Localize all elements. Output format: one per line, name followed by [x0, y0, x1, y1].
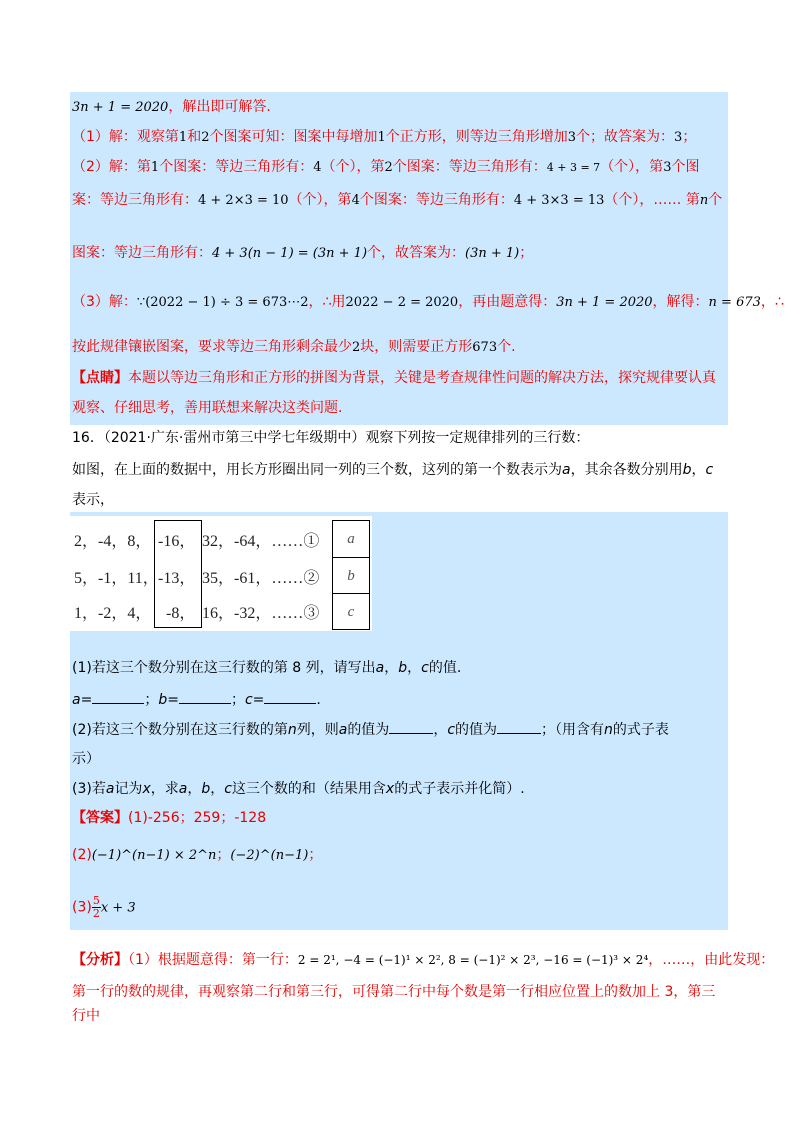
variable-a: a	[347, 530, 355, 547]
variable: c	[224, 781, 232, 797]
answer-part-3	[72, 895, 136, 920]
text: （个），第	[600, 159, 664, 175]
number: 1	[377, 130, 386, 145]
solution-part-2-line-3	[72, 243, 533, 264]
variable-b: b	[333, 557, 369, 594]
text: （2）解：第	[72, 159, 151, 175]
variable: a	[178, 781, 188, 797]
text: ；	[216, 847, 231, 863]
text: 按此规律镶嵌图案，要求等边三角形剩余最少	[72, 339, 352, 355]
text: ，	[187, 781, 202, 797]
text: 的值为	[455, 722, 498, 738]
text: =	[80, 692, 93, 708]
text: =	[167, 692, 179, 708]
text: 本题以等边三角形和正方形的拼图为背景，关键是考查规律性问题的解决方法，探究规律要认真	[128, 370, 716, 386]
equation: x + 3	[100, 900, 136, 916]
part-1-question	[72, 658, 461, 678]
equation: 4 + 3(n − 1) = (3n + 1)	[212, 246, 368, 261]
comment-line-2	[72, 398, 342, 418]
row-3-left: 1，-2，4，	[74, 605, 152, 622]
number: 2	[201, 130, 210, 145]
text: ；	[519, 245, 534, 261]
text: 的式子表	[612, 722, 669, 738]
equation: (−1)^(n−1) × 2^n	[91, 848, 217, 863]
variable: b	[398, 660, 408, 676]
analysis-line-3	[72, 1006, 100, 1026]
equation: (−2)^(n−1)	[230, 848, 309, 863]
text: ，	[407, 660, 422, 676]
solution-part-2-line-2	[72, 190, 722, 211]
text: 列，则	[296, 722, 339, 738]
variable-c: c	[333, 593, 369, 630]
number-pattern-figure	[70, 516, 372, 631]
equation: (3n + 1)	[465, 246, 520, 261]
row-3-right: 16，-32，……③	[202, 605, 320, 622]
text: 个	[708, 192, 723, 208]
text: ，	[691, 462, 706, 478]
number: 4	[313, 160, 322, 175]
row-2-right: 35，-61，……②	[202, 570, 320, 587]
variable: a	[105, 781, 115, 797]
solution-part-1	[72, 127, 696, 148]
solution-part-2-line-1	[72, 157, 699, 178]
text: 观察、仔细思考，善用联想来解决这类问题.	[72, 400, 343, 416]
text: ，……，由此发现：	[648, 952, 775, 968]
text: (2)	[72, 847, 92, 863]
fraction	[92, 895, 101, 920]
text: （个），第	[288, 192, 352, 208]
row-3-boxed: -8，	[166, 605, 196, 622]
text: 案：等边三角形有：	[72, 192, 198, 208]
text: (3)若	[72, 781, 106, 797]
text: (2)若这三个数分别在这三行数的第	[72, 722, 288, 738]
equation: 2022 − 2 = 2020	[345, 295, 459, 310]
row-1-right: 32，-64，……①	[202, 533, 320, 550]
text: 第一行的数的规律，再观察第二行和第三行，可得第二行中每个数是第一行相应位置上的数加上 3，第三	[72, 984, 716, 1000]
blank-a-expr[interactable]	[389, 719, 433, 734]
equation: 4 + 3×3 = 13	[513, 193, 605, 208]
blank-b[interactable]	[179, 689, 231, 704]
text: (3)	[72, 899, 92, 916]
row-1-left: 2，-4，8，	[74, 533, 152, 550]
text: =	[252, 692, 265, 708]
comment-tag: 【点睛】	[72, 370, 128, 386]
variable: n	[287, 722, 297, 738]
text: 的值为	[347, 722, 390, 738]
text: .	[316, 692, 321, 708]
number: 4	[351, 193, 360, 208]
text: ；	[144, 692, 159, 708]
text: 个图案：等边三角形有：	[359, 192, 514, 208]
text: 个，故答案为：	[367, 245, 466, 261]
variable: x	[385, 781, 395, 797]
text: 示）	[72, 751, 100, 767]
variable: a	[338, 722, 348, 738]
numerator: 5	[92, 894, 100, 907]
text: ，∴用	[308, 294, 346, 310]
text: ；	[682, 129, 697, 145]
text: 个图案：等边三角形有：	[392, 159, 547, 175]
equation: ∵(2022 − 1) ÷ 3 = 673⋯2	[136, 295, 309, 310]
equation: 3n + 1 = 2020	[556, 295, 653, 310]
text: 16．（2021·广东·雷州市第三中学七年级期中）观察下列按一定规律排列的三行数：	[72, 430, 590, 446]
number: 1	[178, 130, 188, 145]
solution-part-3-line-2	[72, 337, 516, 358]
text: ，解得：	[652, 294, 709, 310]
number: 3	[567, 130, 577, 145]
text: （个），…… 第	[604, 192, 700, 208]
answer-part-1	[72, 808, 266, 828]
text: 表示，	[72, 492, 114, 508]
text: 个图案可知：图案中每增加	[209, 129, 378, 145]
analysis-line-2	[72, 982, 715, 1002]
text: ；（用含有	[541, 722, 605, 738]
variable: c	[447, 722, 456, 738]
equation: 3n + 1 = 2020	[72, 100, 169, 115]
text: ；	[308, 847, 323, 863]
comment-line-1	[72, 368, 716, 388]
equation: 4 + 2×3 = 10	[198, 193, 289, 208]
blank-c[interactable]	[264, 689, 316, 704]
text: 的值.	[428, 660, 462, 676]
row-1-boxed: -16，	[158, 533, 196, 550]
blank-a[interactable]	[92, 689, 144, 704]
variable: a	[72, 692, 81, 708]
text: （1）解：观察第	[72, 129, 179, 145]
analysis-tag: 【分析】	[72, 952, 128, 968]
analysis-line-1	[72, 950, 774, 970]
text: 如图，在上面的数据中，用长方形圈出同一列的三个数，这列的第一个数表示为	[72, 462, 562, 478]
variable-box	[332, 520, 370, 630]
blank-c-expr[interactable]	[497, 719, 541, 734]
variable: c	[244, 692, 253, 708]
text: 的式子表示并化简）.	[394, 781, 525, 797]
question-16-line-3	[72, 490, 114, 510]
text: 个正方形，则等边三角形增加	[385, 129, 568, 145]
variable: n	[699, 193, 709, 208]
text: ，∴	[760, 294, 784, 310]
part-3-question	[72, 779, 525, 799]
number: 3	[663, 160, 672, 175]
number: 2	[352, 340, 361, 355]
answer-tag: 【答案】	[72, 810, 128, 826]
part-1-blanks	[72, 689, 321, 710]
number: 1	[150, 160, 160, 175]
text: 图案：等边三角形有：	[72, 245, 212, 261]
variable: b	[201, 781, 211, 797]
denominator: 2	[92, 907, 100, 920]
variable: x	[142, 781, 151, 797]
text: ，解出即可解答.	[168, 99, 271, 115]
text: 和	[187, 129, 202, 145]
row-2-left: 5，-1，11，	[74, 570, 159, 587]
text: 行中	[72, 1008, 100, 1024]
solution-line-1	[72, 97, 271, 118]
variable: b	[682, 462, 692, 478]
number: 673	[472, 340, 498, 355]
text: （3）解：	[72, 294, 137, 310]
text: ，再由题意得：	[458, 294, 557, 310]
text: 个图案：等边三角形有：	[159, 159, 314, 175]
part-2-question	[72, 719, 669, 740]
text: 个图	[671, 159, 700, 175]
text: 这三个数的和（结果用含	[231, 781, 386, 797]
part-2-question-cont	[72, 749, 100, 769]
text: ，	[210, 781, 225, 797]
question-16-title	[72, 428, 589, 448]
row-2-boxed: -13，	[158, 570, 196, 587]
number: 2	[384, 160, 393, 175]
answer-part-2	[72, 845, 322, 866]
variable: b	[158, 692, 168, 708]
text: ，	[433, 722, 448, 738]
text: ；	[230, 692, 245, 708]
text: ，	[384, 660, 399, 676]
text: ，其余各数分别用	[570, 462, 683, 478]
text: 个；故答案为：	[576, 129, 675, 145]
text: （1）根据题意得：第一行：	[128, 952, 298, 968]
variable: a	[375, 660, 385, 676]
text: (1)-256；259；-128	[128, 810, 267, 826]
variable: a	[562, 462, 571, 478]
text: 块，则需要正方形	[360, 339, 473, 355]
variable: c	[421, 660, 429, 676]
text: ，求	[150, 781, 179, 797]
equation: n = 673	[708, 295, 761, 310]
text: 记为	[114, 781, 143, 797]
number: 3	[674, 130, 683, 145]
text: 个.	[497, 339, 516, 355]
variable: n	[604, 722, 613, 738]
text: （个），第	[321, 159, 385, 175]
question-16-line-2	[72, 460, 713, 480]
text: (1)若这三个数分别在这三行数的第 8 列，请写出	[72, 660, 376, 676]
equation: 4 + 3 = 7	[546, 161, 601, 174]
solution-part-3-line-1	[72, 292, 784, 313]
variable: c	[705, 462, 714, 478]
equation: 2 = 2¹, −4 = (−1)¹ × 2², 8 = (−1)² × 2³, −16 = (−1)³ × 2⁴	[297, 953, 649, 967]
